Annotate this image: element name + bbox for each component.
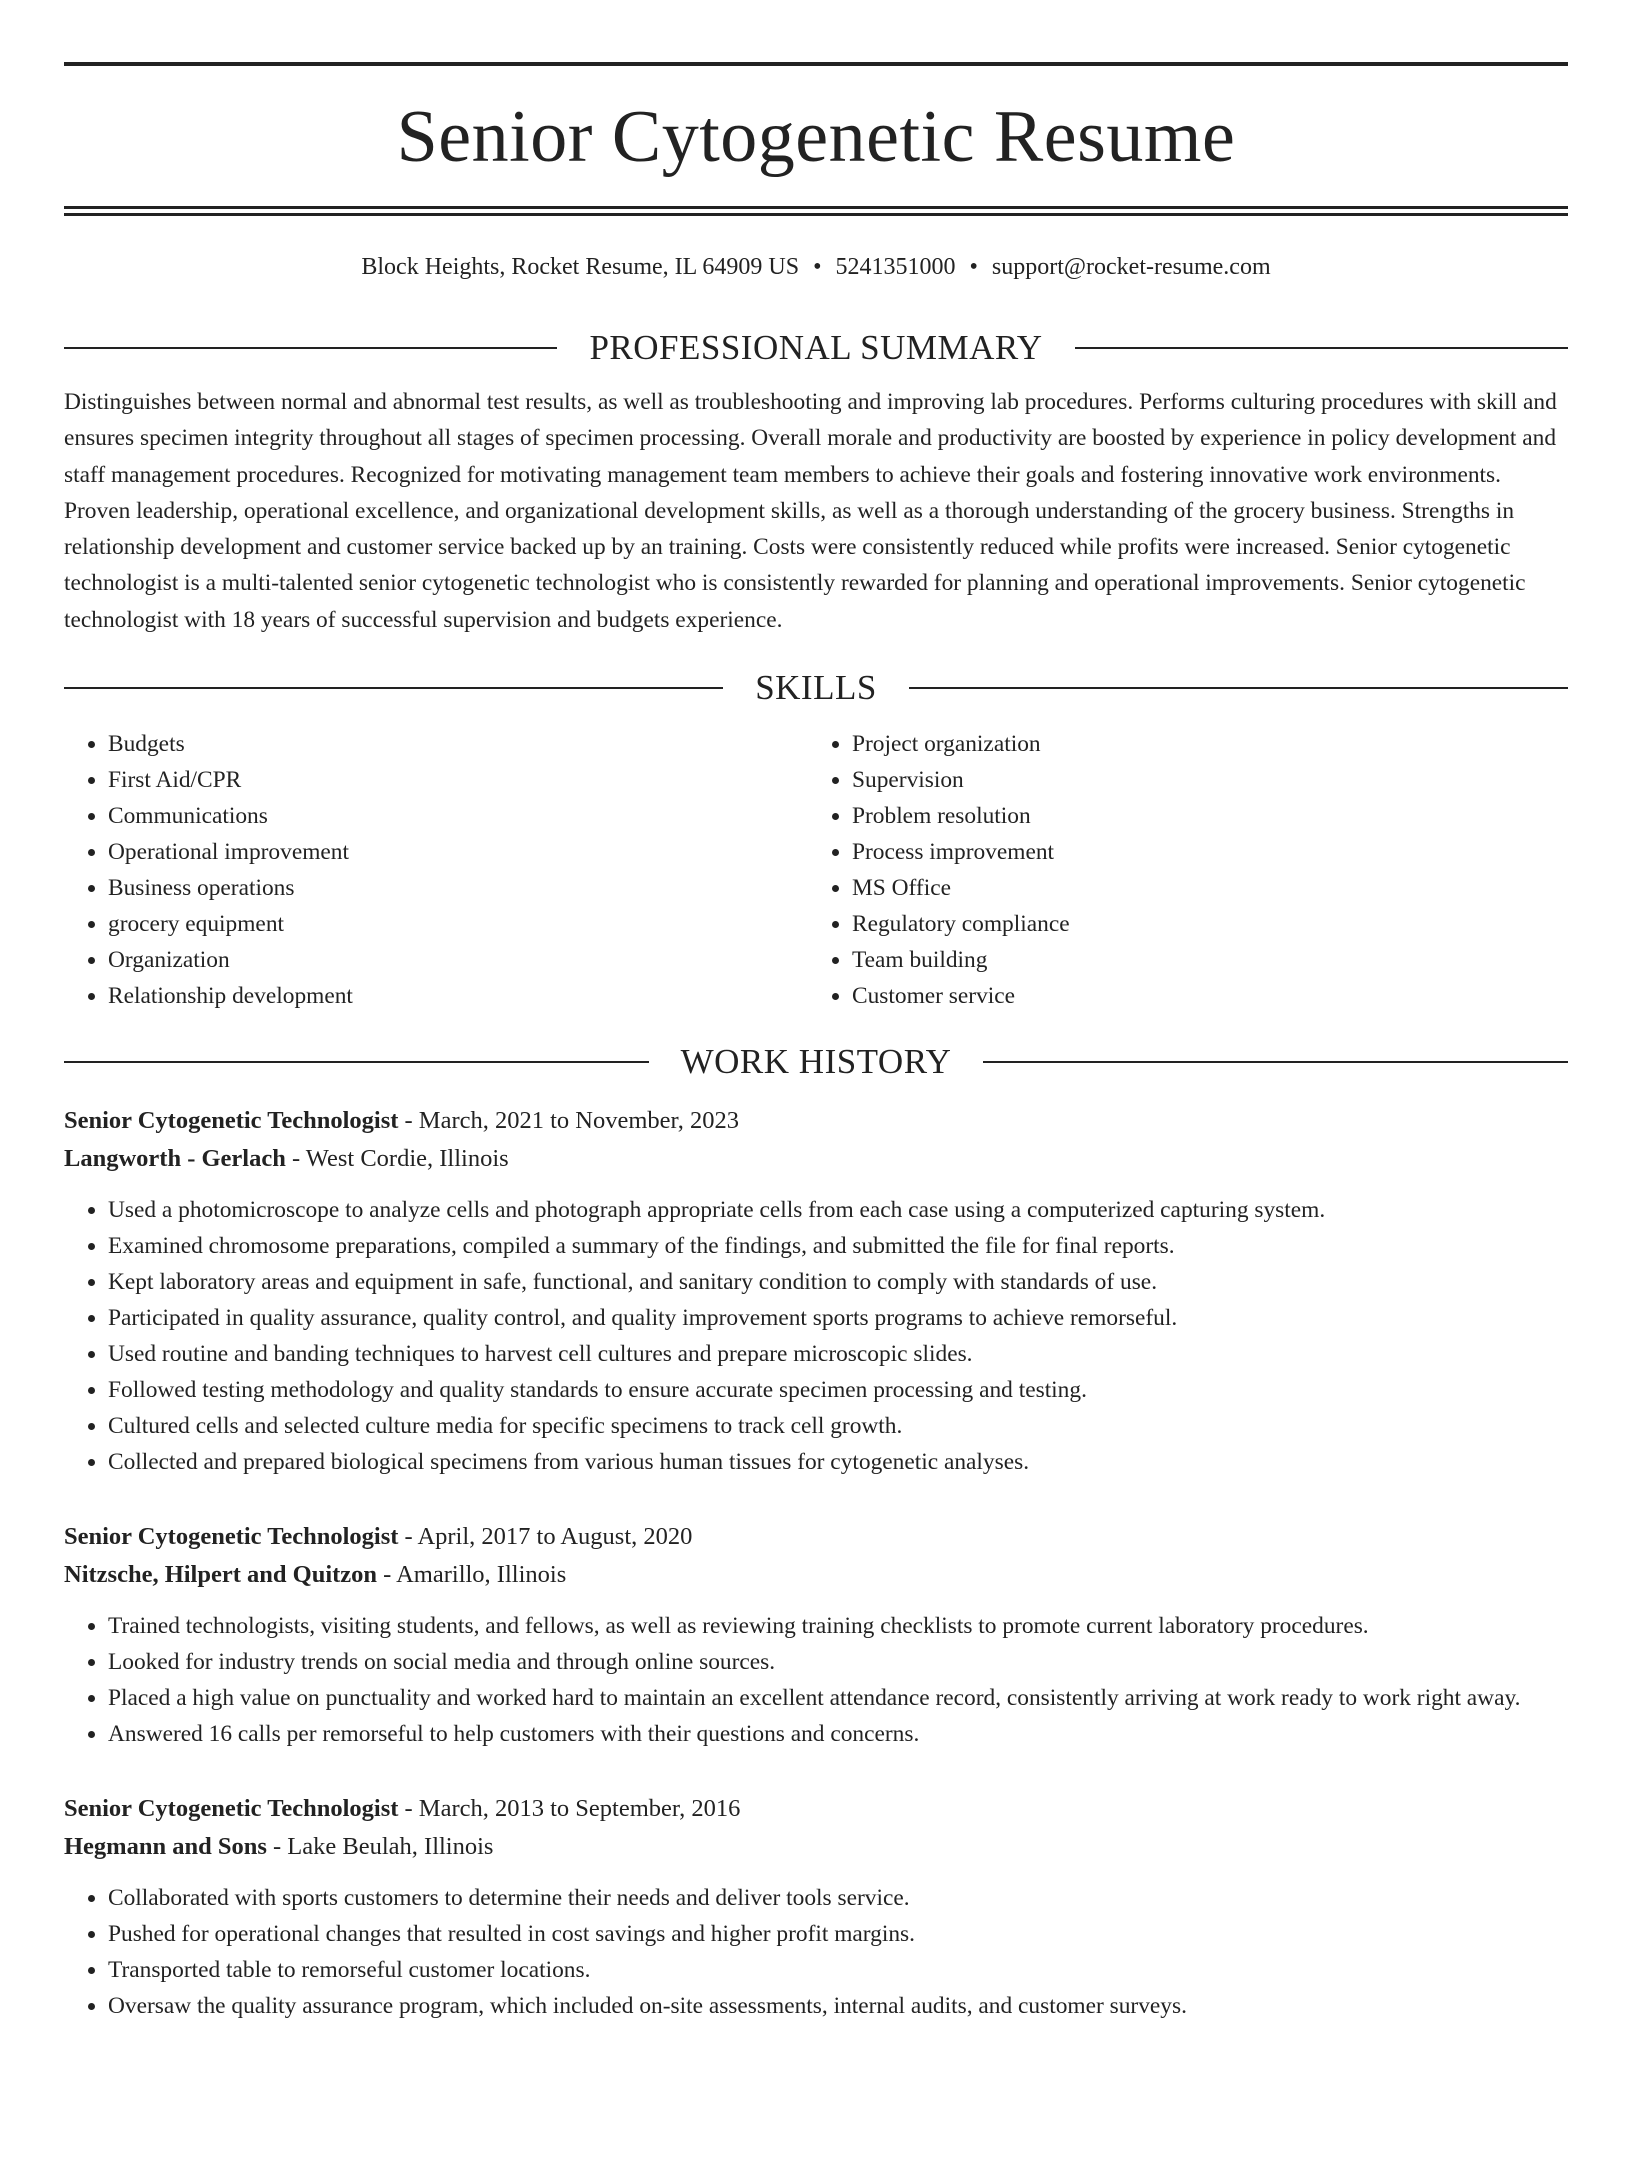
job-title-line [64,1790,1568,1828]
section-heading-skills [64,668,1568,708]
job-title-line [64,1518,1568,1556]
job-location: - Lake Beulah, Illinois [266,1833,494,1861]
job-entry [64,1102,1568,1480]
job-bullets [64,1608,1568,1752]
job-dates: - April, 2017 to August, 2020 [398,1523,693,1551]
section-title: SKILLS [755,668,877,708]
heading-rule-left [64,1061,649,1063]
skill-item: • Supervision [852,762,1552,798]
skills-list-left [64,726,808,1014]
page-title: Senior Cytogenetic Resume [396,96,1236,178]
job-bullet: • Collected and prepared biological specimens from various human tissues for cytogenetic analyses. [108,1444,1568,1480]
section-heading-work-history [64,1042,1568,1082]
job-bullet: • Used a photomicroscope to analyze cells and photograph appropriate cells from each case using a computerized capturing system. [108,1192,1568,1228]
job-bullet: • Examined chromosome preparations, compiled a summary of the findings, and submitted the file for final reports. [108,1228,1568,1264]
skill-item: • Customer service [852,978,1552,1014]
skill-item: • Process improvement [852,834,1552,870]
skill-item: • Organization [108,942,808,978]
job-entry [64,1518,1568,1752]
job-title-line [64,1102,1568,1140]
section-title: WORK HISTORY [680,1042,952,1082]
job-bullet: • Placed a high value on punctuality and worked hard to maintain an excellent attendance record, consistently arriving at work ready to work right away. [108,1680,1568,1716]
heading-rule-left [64,347,557,349]
job-bullet: • Looked for industry trends on social media and through online sources. [108,1644,1568,1680]
job-bullet: • Transported table to remorseful customer locations. [108,1952,1568,1988]
job-dates: - March, 2013 to September, 2016 [398,1795,741,1823]
skill-item: • Operational improvement [108,834,808,870]
skill-item: • Regulatory compliance [852,906,1552,942]
summary-paragraph: Distinguishes between normal and abnormal test results, as well as troubleshooting and improving lab procedures. Performs culturing procedures with skill and ensures specimen integrity throughout all stages of specimen processing. Overall morale and productivity are boosted by experience in policy development and staff management procedures. Recognized for motivating management team members to achieve their goals and fostering innovative work environments. Proven leadership, operational excellence, and organizational development skills, as well as a thorough understanding of the grocery business. Strengths in relationship development and customer service backed up by an training. Costs were consistently reduced while profits were increased. Senior cytogenetic technologist is a multi-talented senior cytogenetic technologist who is consistently rewarded for planning and operational improvements. Senior cytogenetic technologist with 18 years of successful supervision and budgets experience. [64,389,1557,633]
skill-item: • Communications [108,798,808,834]
skill-item: • Relationship development [108,978,808,1014]
skill-item: • MS Office [852,870,1552,906]
skill-item: • Budgets [108,726,808,762]
contact-separator: • [813,254,822,280]
job-bullet: • Followed testing methodology and quality standards to ensure accurate specimen processing and testing. [108,1372,1568,1408]
heading-rule-right [1075,347,1568,349]
skill-item: • Business operations [108,870,808,906]
resume-page [0,62,1632,2174]
job-location: - West Cordie, Illinois [285,1145,509,1173]
job-title: Senior Cytogenetic Technologist [64,1107,399,1135]
job-company: Nitzsche, Hilpert and Quitzon [64,1561,378,1589]
contact-separator: • [969,254,978,280]
job-company: Hegmann and Sons [64,1833,267,1861]
job-bullet: • Pushed for operational changes that resulted in cost savings and higher profit margins. [108,1916,1568,1952]
job-title: Senior Cytogenetic Technologist [64,1795,399,1823]
job-company-line [64,1556,1568,1594]
job-bullets [64,1880,1568,2024]
job-location: - Amarillo, Illinois [377,1561,567,1589]
heading-rule-right [983,1061,1568,1063]
job-bullet: • Trained technologists, visiting students, and fellows, as well as reviewing training checklists to promote current laboratory procedures. [108,1608,1568,1644]
skill-item: • First Aid/CPR [108,762,808,798]
job-company-line [64,1140,1568,1178]
skill-item: • grocery equipment [108,906,808,942]
job-bullet: • Cultured cells and selected culture media for specific specimens to track cell growth. [108,1408,1568,1444]
skill-item: • Problem resolution [852,798,1552,834]
skill-item: • Project organization [852,726,1552,762]
job-bullets [64,1192,1568,1480]
job-dates: - March, 2021 to November, 2023 [398,1107,739,1135]
job-title: Senior Cytogenetic Technologist [64,1523,399,1551]
section-title: PROFESSIONAL SUMMARY [589,328,1043,367]
contact-phone: 5241351000 [835,254,956,280]
job-company-line [64,1828,1568,1866]
job-bullet: • Oversaw the quality assurance program, which included on-site assessments, internal audits, and customer surveys. [108,1988,1568,2024]
contact-email: support@rocket-resume.com [991,254,1271,280]
header-top-rule [64,62,1568,66]
job-entry [64,1790,1568,2024]
job-bullet: • Kept laboratory areas and equipment in safe, functional, and sanitary condition to comply with standards of use. [108,1264,1568,1300]
skills-columns [64,726,1568,1014]
job-company: Langworth - Gerlach [64,1145,286,1173]
section-heading-summary [64,328,1568,368]
skill-item: • Team building [852,942,1552,978]
job-bullet: • Used routine and banding techniques to harvest cell cultures and prepare microscopic slides. [108,1336,1568,1372]
contact-line [64,252,1568,282]
job-bullet: • Answered 16 calls per remorseful to help customers with their questions and concerns. [108,1716,1568,1752]
heading-rule-left [64,687,723,689]
job-bullet: • Participated in quality assurance, quality control, and quality improvement sports programs to achieve remorseful. [108,1300,1568,1336]
skills-list-right [808,726,1552,1014]
heading-rule-right [909,687,1568,689]
job-bullet: • Collaborated with sports customers to determine their needs and deliver tools service. [108,1880,1568,1916]
contact-address: Block Heights, Rocket Resume, IL 64909 US [361,254,800,280]
header-double-rule [64,206,1568,216]
